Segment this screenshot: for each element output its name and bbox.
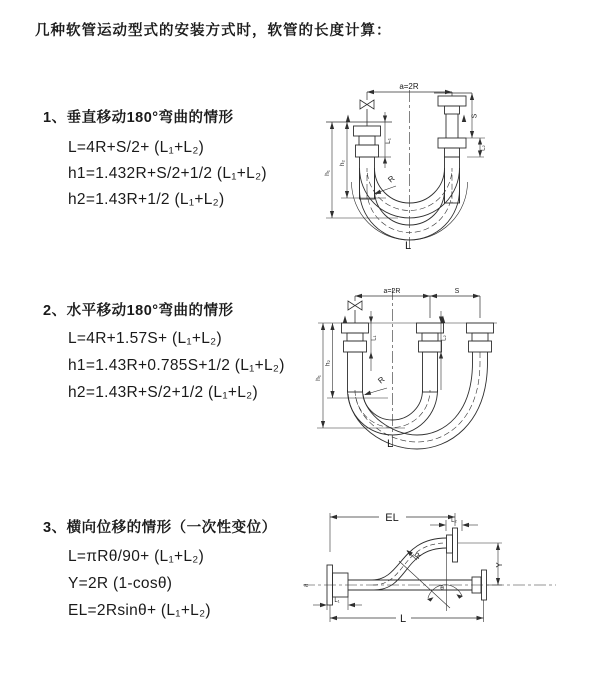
dim-label-h2: h₂ xyxy=(324,359,332,367)
radius-callout xyxy=(407,550,424,561)
dimension-l1 xyxy=(313,597,362,610)
hose-s-curve xyxy=(348,538,447,590)
page-title: 几种软管运动型式的安装方式时，软管的长度计算： xyxy=(35,23,392,39)
section-2-formula-L: L=4R+1.57S+ (L₁+L₂) xyxy=(68,330,222,347)
dim-label-el: EL xyxy=(385,512,399,524)
radius-callout xyxy=(374,174,397,194)
dimension-l1 xyxy=(369,311,378,371)
length-label: L xyxy=(404,240,412,252)
angle-callout xyxy=(399,561,463,608)
dim-label-h1: h₁ xyxy=(324,170,331,176)
radius-label: R xyxy=(412,550,424,561)
dim-label-a2r: a=2R xyxy=(399,82,419,91)
diagram-vertical-180-bend xyxy=(320,78,588,254)
dimension-l2 xyxy=(430,518,478,531)
upper-flange xyxy=(447,528,458,611)
section-2-formula-h1: h1=1.43R+0.785S+1/2 (L₁+L₂) xyxy=(68,357,285,374)
dim-label-h2: h₂ xyxy=(339,159,346,167)
hose-shifted-position xyxy=(348,352,488,449)
dimension-l2 xyxy=(467,138,487,157)
dimension-a2r-and-s xyxy=(355,288,480,318)
dim-label-l1: L₁ xyxy=(385,138,392,144)
dim-label-l2: L₂ xyxy=(451,518,457,524)
right-hose-end-fitting xyxy=(467,323,494,352)
section-1-formula-L: L=4R+S/2+ (L₁+L₂) xyxy=(68,139,205,156)
section-3-formula-L: L=πRθ/90+ (L₁+L₂) xyxy=(68,548,205,565)
dim-label-s: S xyxy=(471,113,479,119)
section-1-heading: 1、垂直移动180°弯曲的情形 xyxy=(43,110,234,126)
section-3-formula-EL: EL=2Rsinθ+ (L₁+L₂) xyxy=(68,602,211,619)
length-label: L xyxy=(399,613,407,625)
dim-label-h1: h₁ xyxy=(315,375,322,381)
section-1-formula-h2: h2=1.43R+1/2 (L₁+L₂) xyxy=(68,191,225,208)
diagram-lateral-displacement xyxy=(300,505,598,645)
section-3-formula-Y: Y=2R (1-cosθ) xyxy=(68,575,173,592)
movement-arrow-icon xyxy=(462,115,466,123)
diagram-horizontal-180-bend xyxy=(313,283,600,455)
angle-label: θ xyxy=(440,585,444,592)
dimension-h2 xyxy=(325,323,389,398)
movement-arrow-icon xyxy=(343,316,347,324)
dim-label-l2: L₂ xyxy=(441,335,448,341)
dimension-h1 xyxy=(315,323,405,428)
section-3-heading: 3、横向位移的情形（一次性变位） xyxy=(43,520,277,536)
left-hose-end-fitting xyxy=(342,316,369,393)
radius-label: R xyxy=(386,173,397,185)
section-2-formula-h2: h2=1.43R+S/2+1/2 (L₁+L₂) xyxy=(68,384,258,401)
dimension-el xyxy=(330,512,455,552)
dimension-s xyxy=(466,93,485,138)
dim-label-y: Y xyxy=(495,562,504,568)
radius-callout xyxy=(364,375,387,395)
movement-arrow-icon xyxy=(346,115,350,123)
dimension-l1 xyxy=(378,112,392,168)
pipe-centerline xyxy=(303,581,556,590)
dim-label-s: S xyxy=(454,288,460,295)
radius-label: R xyxy=(376,374,387,386)
valve-icon xyxy=(348,301,362,323)
section-2-heading: 2、水平移动180°弯曲的情形 xyxy=(43,303,234,319)
dim-label-a2r: a=2R xyxy=(383,288,401,295)
dim-label-l1: L₁ xyxy=(371,335,378,341)
dim-label-l2: L₂ xyxy=(480,145,487,151)
section-1-formula-h1: h1=1.432R+S/2+1/2 (L₁+L₂) xyxy=(68,165,267,182)
dim-label-l1: L₁ xyxy=(334,598,340,604)
length-label: L xyxy=(386,438,394,450)
centerline-break-mark: ≈ xyxy=(304,581,309,590)
